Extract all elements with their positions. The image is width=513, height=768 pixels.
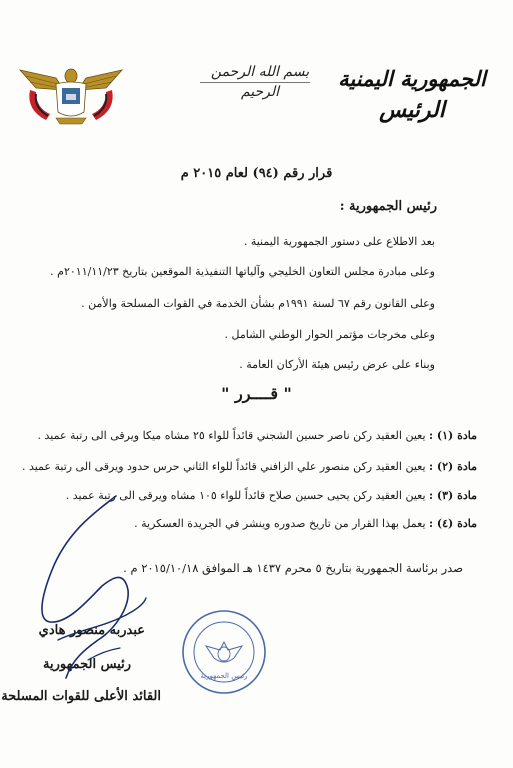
article-label: مادة (١) : — [429, 429, 477, 442]
article-label: مادة (٢) : — [429, 460, 477, 473]
signatory-command: القائد الأعلى للقوات المسلحة — [1, 689, 161, 704]
article-text: يعمل بهذا القرار من تاريخ صدوره وينشر في الجريدة العسكرية . — [134, 517, 426, 530]
article-2 — [22, 459, 477, 475]
article-label: مادة (٣) : — [429, 489, 477, 502]
preamble-line: وعلى مخرجات مؤتمر الحوار الوطني الشامل . — [224, 328, 435, 341]
signatory-role: رئيس الجمهورية — [43, 657, 131, 672]
article-4 — [134, 516, 477, 532]
decree-title: قرار رقم (٩٤) لعام ٢٠١٥ م — [180, 166, 333, 181]
decision-heading: " قــــرر " — [221, 384, 292, 403]
basmala-underline — [200, 82, 310, 83]
decree-addressee: رئيس الجمهورية : — [339, 199, 437, 214]
issuance-line: صدر برئاسة الجمهورية بتاريخ ٥ محرم ١٤٣٧ هـ الموافق ٢٠١٥/١٠/١٨ م . — [123, 561, 463, 575]
signatory-name: عبدربه منصور هادي — [38, 623, 145, 638]
preamble-line: بعد الاطلاع على دستور الجمهورية اليمنية . — [243, 235, 435, 248]
article-text: يعين العقيد ركن منصور علي الزافني قائداً للواء الثاني حرس حدود ويرقى الى رتبة عميد . — [21, 460, 426, 473]
article-1 — [38, 428, 477, 444]
preamble-line: وعلى القانون رقم ٦٧ لسنة ١٩٩١م بشأن الخدمة في القوات المسلحة والأمن . — [81, 297, 435, 310]
article-text: يعين العقيد ركن يحيى حسين صلاح قائداً للواء ١٠٥ مشاه ويرقى الى رتبة عميد . — [65, 489, 426, 502]
preamble-line: وعلى مبادرة مجلس التعاون الخليجي وآلياتها التنفيذية الموقعين بتاريخ ٢٠١١/١١/٢٣م . — [50, 265, 435, 278]
seal-text: رئيس الجمهورية — [200, 672, 248, 680]
preamble-line: وبناء على عرض رئيس هيئة الأركان العامة . — [239, 358, 435, 371]
yemen-eagle-emblem-icon — [16, 60, 126, 128]
presidential-seal-icon — [180, 608, 268, 696]
office-title: الرئيس — [379, 97, 445, 123]
basmala: بسم الله الرحمن الرحيم — [210, 64, 310, 100]
article-text: يعين العقيد ركن ناصر حسين الشجني قائداً للواء ٢٥ مشاه ميكا ويرقى الى رتبة عميد . — [37, 429, 426, 442]
handwritten-signature — [28, 490, 158, 690]
article-label: مادة (٤) : — [429, 517, 477, 530]
republic-name: الجمهورية اليمنية — [338, 66, 486, 91]
